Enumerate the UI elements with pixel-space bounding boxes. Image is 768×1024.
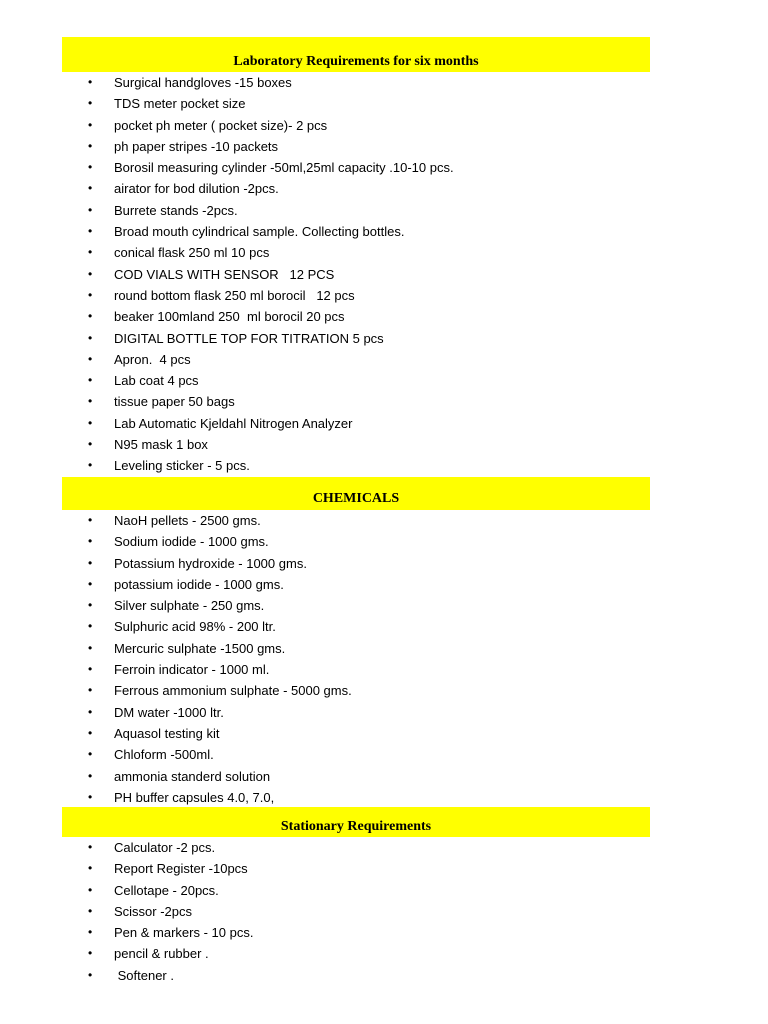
list-item-text: airator for bod dilution -2pcs.	[114, 181, 279, 197]
list-item-text: Softener .	[114, 967, 174, 983]
list-item-text: Surgical handgloves -15 boxes	[114, 75, 292, 90]
bullet-icon: •	[88, 576, 93, 591]
list-item-text: Leveling sticker - 5 pcs.	[114, 458, 250, 474]
bullet-icon: •	[88, 747, 93, 762]
bullet-icon: •	[88, 704, 93, 719]
bullet-icon: •	[88, 882, 93, 897]
bullet-icon: •	[88, 640, 93, 655]
list-item-text: Apron. 4 pcs	[114, 351, 191, 367]
bullet-icon: •	[88, 309, 93, 324]
bullet-icon: •	[88, 117, 93, 132]
bullet-icon: •	[88, 789, 93, 804]
bullet-icon: •	[88, 683, 93, 698]
list-item-text: NaoH pellets - 2500 gms.	[114, 513, 261, 528]
bullet-icon: •	[88, 619, 93, 634]
bullet-icon: •	[88, 394, 93, 409]
list-item-text: Calculator -2 pcs.	[114, 840, 216, 855]
list-item-text: pencil & rubber .	[114, 946, 209, 962]
bullet-icon: •	[88, 768, 93, 783]
bullet-icon: •	[88, 662, 93, 677]
bullet-icon: •	[88, 287, 93, 302]
bullet-icon: •	[88, 534, 93, 549]
list-item-text: Potassium hydroxide - 1000 gms.	[114, 555, 307, 571]
list-item-text: PH buffer capsules 4.0, 7.0,	[114, 789, 275, 805]
list-item-text: Lab Automatic Kjeldahl Nitrogen Analyzer	[114, 415, 353, 431]
bullet-icon: •	[88, 861, 93, 876]
list-item-text: round bottom flask 250 ml borocil 12 pcs	[114, 287, 355, 303]
list-item-text: Sulphuric acid 98% - 200 ltr.	[114, 619, 276, 635]
bullet-icon: •	[88, 202, 93, 217]
bullet-icon: •	[88, 351, 93, 366]
list-item-text: N95 mask 1 box	[114, 437, 208, 453]
list-item-text: Ferroin indicator - 1000 ml.	[114, 662, 270, 678]
bullet-icon: •	[88, 373, 93, 388]
list-item-text: DIGITAL BOTTLE TOP FOR TITRATION 5 pcs	[114, 330, 384, 346]
bullet-icon: •	[88, 415, 93, 430]
bullet-icon: •	[88, 160, 93, 175]
list-item-text: conical flask 250 ml 10 pcs	[114, 245, 270, 261]
list-item-text: TDS meter pocket size	[114, 96, 246, 112]
bullet-icon: •	[88, 224, 93, 239]
section-header-stationary: Stationary Requirements	[62, 807, 650, 837]
list-item-text: Sodium iodide - 1000 gms.	[114, 534, 269, 550]
section-header-laboratory: Laboratory Requirements for six months	[62, 37, 650, 72]
list-item-text: Pen & markers - 10 pcs.	[114, 925, 254, 941]
list-item-text: Ferrous ammonium sulphate - 5000 gms.	[114, 683, 352, 699]
bullet-icon: •	[88, 946, 93, 961]
bullet-icon: •	[88, 245, 93, 260]
bullet-icon: •	[88, 138, 93, 153]
bullet-icon: •	[88, 266, 93, 281]
bullet-icon: •	[88, 458, 93, 473]
section-header-chemicals: CHEMICALS	[62, 477, 650, 510]
list-item-text: Report Register -10pcs	[114, 861, 248, 877]
list-item-text: potassium iodide - 1000 gms.	[114, 576, 284, 592]
bullet-icon: •	[88, 555, 93, 570]
bullet-icon: •	[88, 925, 93, 940]
bullet-icon: •	[88, 840, 93, 854]
list-item-text: pocket ph meter ( pocket size)- 2 pcs	[114, 117, 328, 133]
bullet-icon: •	[88, 437, 93, 452]
list-item-text: COD VIALS WITH SENSOR 12 PCS	[114, 266, 335, 282]
bullet-icon: •	[88, 75, 93, 89]
list-item-text: Mercuric sulphate -1500 gms.	[114, 640, 286, 656]
list-item-text: Scissor -2pcs	[114, 903, 193, 919]
bullet-icon: •	[88, 96, 93, 111]
list-item-text: DM water -1000 ltr.	[114, 704, 224, 720]
list-item-text: Borosil measuring cylinder -50ml,25ml capacity .10-10 pcs.	[114, 160, 454, 176]
list-item-text: ph paper stripes -10 packets	[114, 138, 279, 154]
list-item-text: Burrete stands -2pcs.	[114, 202, 238, 218]
list-item-text: Lab coat 4 pcs	[114, 373, 199, 389]
list-item-text: Silver sulphate - 250 gms.	[114, 598, 265, 614]
bullet-icon: •	[88, 598, 93, 613]
list-item-text: Aquasol testing kit	[114, 725, 220, 741]
bullet-icon: •	[88, 725, 93, 740]
bullet-icon: •	[88, 181, 93, 196]
list-item-text: Chloform -500ml.	[114, 747, 214, 763]
bullet-icon: •	[88, 513, 93, 527]
list-item-text: Broad mouth cylindrical sample. Collecting bottles.	[114, 224, 405, 240]
list-item-text: Cellotape - 20pcs.	[114, 882, 219, 898]
list-item-text: beaker 100mland 250 ml borocil 20 pcs	[114, 309, 345, 325]
bullet-icon: •	[88, 967, 93, 982]
list-item-text: ammonia standerd solution	[114, 768, 271, 784]
list-item-text: tissue paper 50 bags	[114, 394, 235, 410]
bullet-icon: •	[88, 330, 93, 345]
bullet-icon: •	[88, 903, 93, 918]
